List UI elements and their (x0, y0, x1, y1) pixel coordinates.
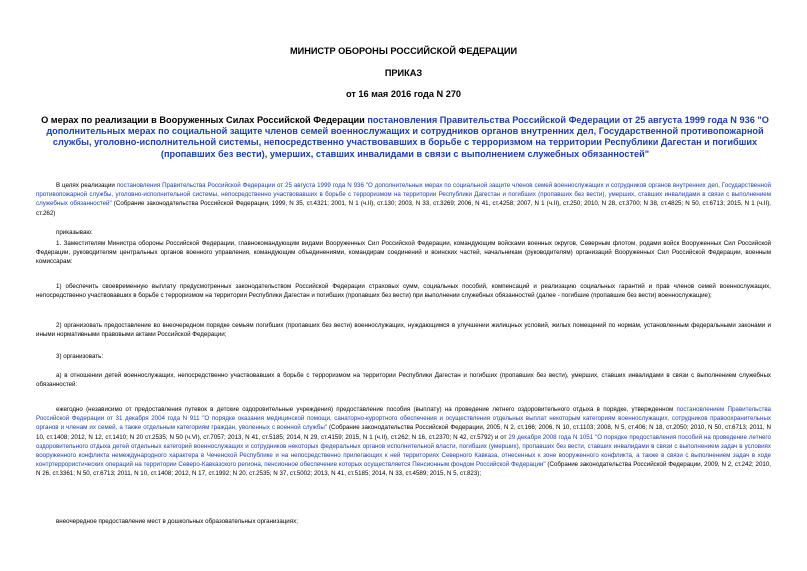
document-date: от 16 мая 2016 года N 270 (345, 89, 462, 99)
allowance-text-3: (Собрание законодательства Российской Федерации, 2009, N 2, ст.242; 2010, N 26, ст.3361; N 50, ст.6713; 2011, N 10, ст.1408; 2012, N 17, ст.1992; N 20, ст.2535; N 37, ст.5002; 2013, N 41, ст.5185; 2014, N 33, ст.4589; 2015, N 5, ст.823); (36, 461, 771, 478)
decree-1051-link[interactable]: 29 декабря 2008 года N 1051 "О порядке предоставления пособий на проведение летнего оздоровительного отдыха детей отдельных категорий военнослужащих и сотрудников некоторых федеральных органов исполнительной власти, погибших (умерших), пропавших без вести, ставших инвалидами в связи с выполнением задач в условиях вооруженного конфликта немеждународного характера в Чеченской Республике и на непосредственно прилегающих к ней территориях Северного Кавказа, отнесенных к зоне вооруженного конфликта, а также в связи с выполнением задач в ходе контртеррористических операций на территории Северо-Кавказского региона, пенсионное обеспечение которых осуществляется Пенсионным фондом Российской Федерации" (36, 433, 771, 469)
ministry-heading: МИНИСТР ОБОРОНЫ РОССИЙСКОЙ ФЕДЕРАЦИИ (289, 46, 518, 56)
preamble-prefix: В целях реализации (56, 182, 117, 189)
document-type: ПРИКАЗ (384, 68, 423, 78)
paragraph-order: приказываю: (56, 229, 93, 236)
paragraph-item-1: 1. Заместителям Министра обороны Российской Федерации, главнокомандующим видами Вооруженных Сил Российской Федерации, командующим войсками военных округов, Северным флотом, родами войск Вооруженных Сил Российской Федерации, руководителям центральных органов военного управления, командующим объединениями, командирам соединений и воинских частей, начальникам (руководителям) организаций Вооруженных Сил Российской Федерации, военным комиссарам: (36, 240, 771, 266)
preamble-suffix: (Собрание законодательства Российской Федерации, 1999, N 35, ст.4321; 2001, N 1 (ч.II), ст.130; 2003, N 33, ст.3269; 2006, N 41, ст.4258; 2007, N 1 (ч.II), ст.250; 2010, N 28, ст.3700; N 38, ст.4825; N 50, ст.6713; 2015, N 1 (ч.II), ст.262) (36, 200, 771, 217)
paragraph-item-1-1: 1) обеспечить своевременную выплату предусмотренных законодательством Российской Федерации страховых сумм, социальных пособий, компенсаций и реализацию социальных гарантий и прав членов семей военнослужащих, непосредственно участвовавших в борьбе с терроризмом на территории Республики Дагестан и погибших (пропавших без вести) при выполнении служебных обязанностей (далее - погибшие (пропавшие без вести) военнослужащие); (36, 283, 771, 300)
allowance-text-1: ежегодно (независимо от предоставления путевок в детские оздоровительные учреждения) предоставление пособия (выплату) на проведение летнего оздоровительного отдыха в порядке, утвержденном (56, 406, 677, 413)
title-prefix: О мерах по реализации в Вооруженных Силах Российской Федерации (41, 115, 368, 125)
document-title (40, 115, 770, 160)
preamble-decree-link[interactable]: постановления Правительства Российской Федерации от 25 августа 1999 года N 936 "О дополнительных мерах по социальной защите членов семей военнослужащих и сотрудников органов внутренних дел, Государственной противопожарной службы, уголовно-исполнительной системы, непосредственно участвовавших в борьбе с терроризмом на территории Республики Дагестан и погибших (пропавших без вести), умерших, ставших инвалидами в связи с выполнением служебных обязанностей" (36, 182, 771, 208)
decree-911-link[interactable]: постановлением Правительства Российской Федерации от 31 декабря 2004 года N 911 "О порядке оказания медицинской помощи, санаторно-курортного обеспечения и осуществления отдельных выплат некоторым категориям военнослужащих, сотрудников правоохранительных органов и членам их семей, а также отдельным категориям граждан, уволенных с военной службы" (36, 406, 771, 432)
paragraph-item-1-2: 2) организовать предоставление во внеочередном порядке семьям погибших (пропавших без вести) военнослужащих, нуждающимся в улучшении жилищных условий, жилых помещений по нормам, установленным федеральными законами и иными нормативными правовыми актами Российской Федерации; (36, 322, 771, 339)
allowance-text-2: (Собрание законодательства Российской Федерации, 2005, N 2, ст.166; 2006, N 10, ст.1103; 2008, N 5, ст.406; N 18, ст.2050; 2010, N 50, ст.6713; 2011, N 10, ст.1408; 2012, N 12, ст.1410; N 20 ст.2535; N 50 (ч.VI), ст.7057; 2013, N 41, ст.5185; 2014, N 29, ст.4159; 2015, N 1 (ч.II), ст.262; N 16, ст.2370; N 42, ст.5792) и от (36, 424, 771, 441)
paragraph-item-1-3: 3) организовать: (56, 353, 104, 360)
title-decree-link[interactable]: постановления Правительства Российской Федерации от 25 августа 1999 года N 936 "О дополнительных мерах по социальной защите членов семей военнослужащих и сотрудников органов внутренних дел, Государственной противопожарной службы, уголовно-исполнительной системы, непосредственно участвовавших в борьбе с терроризмом на территории Республики Дагестан и погибших (пропавших без вести), умерших, ставших инвалидами в связи с выполнением служебных обязанностей" (46, 115, 769, 159)
paragraph-item-1-3-a: а) в отношении детей военнослужащих, непосредственно участвовавших в борьбе с терроризмом на территории Республики Дагестан и погибших (пропавших без вести), умерших, ставших инвалидами в связи с выполнением служебных обязанностей: (36, 372, 771, 389)
paragraph-preschool: внеочередное предоставление мест в дошкольных образовательных организациях; (56, 518, 298, 525)
paragraph-summer-allowance (36, 405, 771, 479)
paragraph-preamble (36, 181, 771, 218)
